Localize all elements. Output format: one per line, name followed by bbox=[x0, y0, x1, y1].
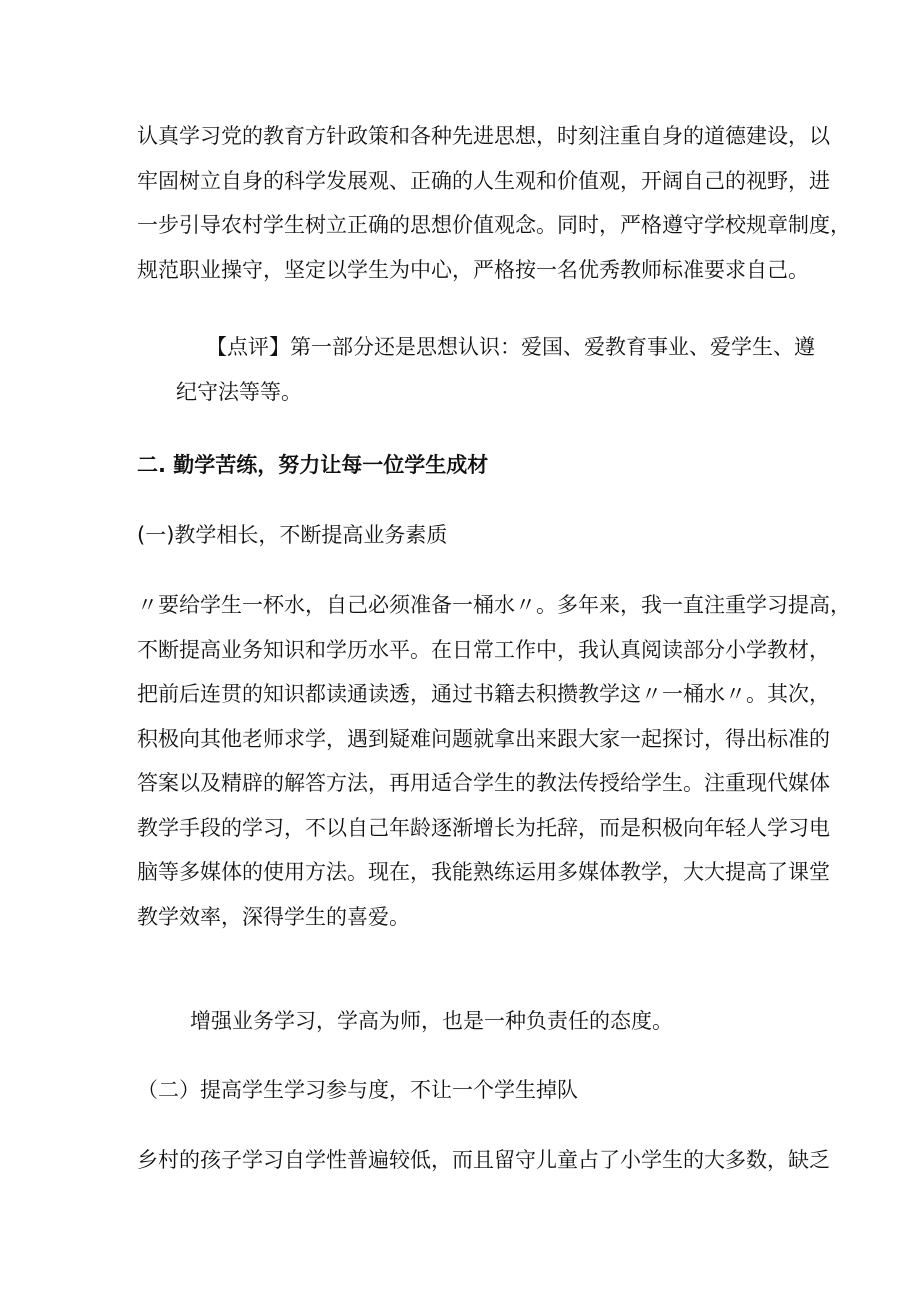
text-line: 纪守法等等。 bbox=[176, 379, 302, 404]
text-line: 教学手段的学习，不以自己年龄逐渐增长为托辞，而是积极向年轻人学习电 bbox=[137, 815, 830, 840]
comment-block-1 bbox=[176, 325, 815, 414]
text-line: 答案以及精辟的解答方法，再用适合学生的教法传授给学生。注重现代媒体 bbox=[137, 771, 830, 795]
paragraph-teaching bbox=[137, 583, 851, 939]
text-line: 认真学习党的教育方针政策和各种先进思想，时刻注重自身的道德建设，以 bbox=[137, 124, 830, 148]
text-line: 牢固树立自身的科学发展观、正确的人生观和价值观，开阔自己的视野，进 bbox=[137, 168, 830, 193]
text-line: 增强业务学习，学高为师，也是一种负责任的态度。 bbox=[190, 1009, 673, 1033]
subsection-heading-2 bbox=[137, 1068, 797, 1113]
section-title: 二. 勤学苦练，努力让每一位学生成材 bbox=[137, 453, 489, 477]
text-line: 〃要给学生一杯水，自己必须准备一桶水〃。多年来，我一直注重学习提高， bbox=[137, 593, 851, 617]
text-line: 积极向其他老师求学，遇到疑难问题就拿出来跟大家一起探讨，得出标准的 bbox=[137, 726, 830, 751]
text-line: 【点评】第一部分还是思想认识：爱国、爱教育事业、爱学生、遵 bbox=[206, 335, 815, 359]
section-heading-2 bbox=[137, 443, 797, 488]
text-line: 不断提高业务知识和学历水平。在日常工作中，我认真阅读部分小学教材， bbox=[137, 637, 830, 662]
text-line: 乡村的孩子学习自学性普遍较低，而且留守儿童占了小学生的大多数，缺乏 bbox=[137, 1148, 830, 1172]
paragraph-participation bbox=[137, 1138, 830, 1183]
text-line: 把前后连贯的知识都读通读透，通过书籍去积攒教学这〃一桶水〃。其次， bbox=[137, 682, 830, 706]
subsection-title: （二）提高学生学习参与度，不让一个学生掉队 bbox=[137, 1078, 578, 1102]
paragraph-ideology bbox=[137, 114, 851, 292]
subsection-title: (一)教学相长，不断提高业务素质 bbox=[137, 523, 448, 547]
text-line: 规范职业操守，坚定以学生为中心，严格按一名优秀教师标准要求自己。 bbox=[137, 257, 809, 282]
text-line: 一步引导农村学生树立正确的思想价值观念。同时，严格遵守学校规章制度， bbox=[137, 213, 851, 237]
subsection-heading-1 bbox=[137, 513, 797, 558]
text-line: 脑等多媒体的使用方法。现在，我能熟练运用多媒体教学，大大提高了课堂 bbox=[137, 860, 830, 884]
comment-block-2 bbox=[190, 999, 790, 1044]
text-line: 教学效率，深得学生的喜爱。 bbox=[137, 904, 410, 929]
